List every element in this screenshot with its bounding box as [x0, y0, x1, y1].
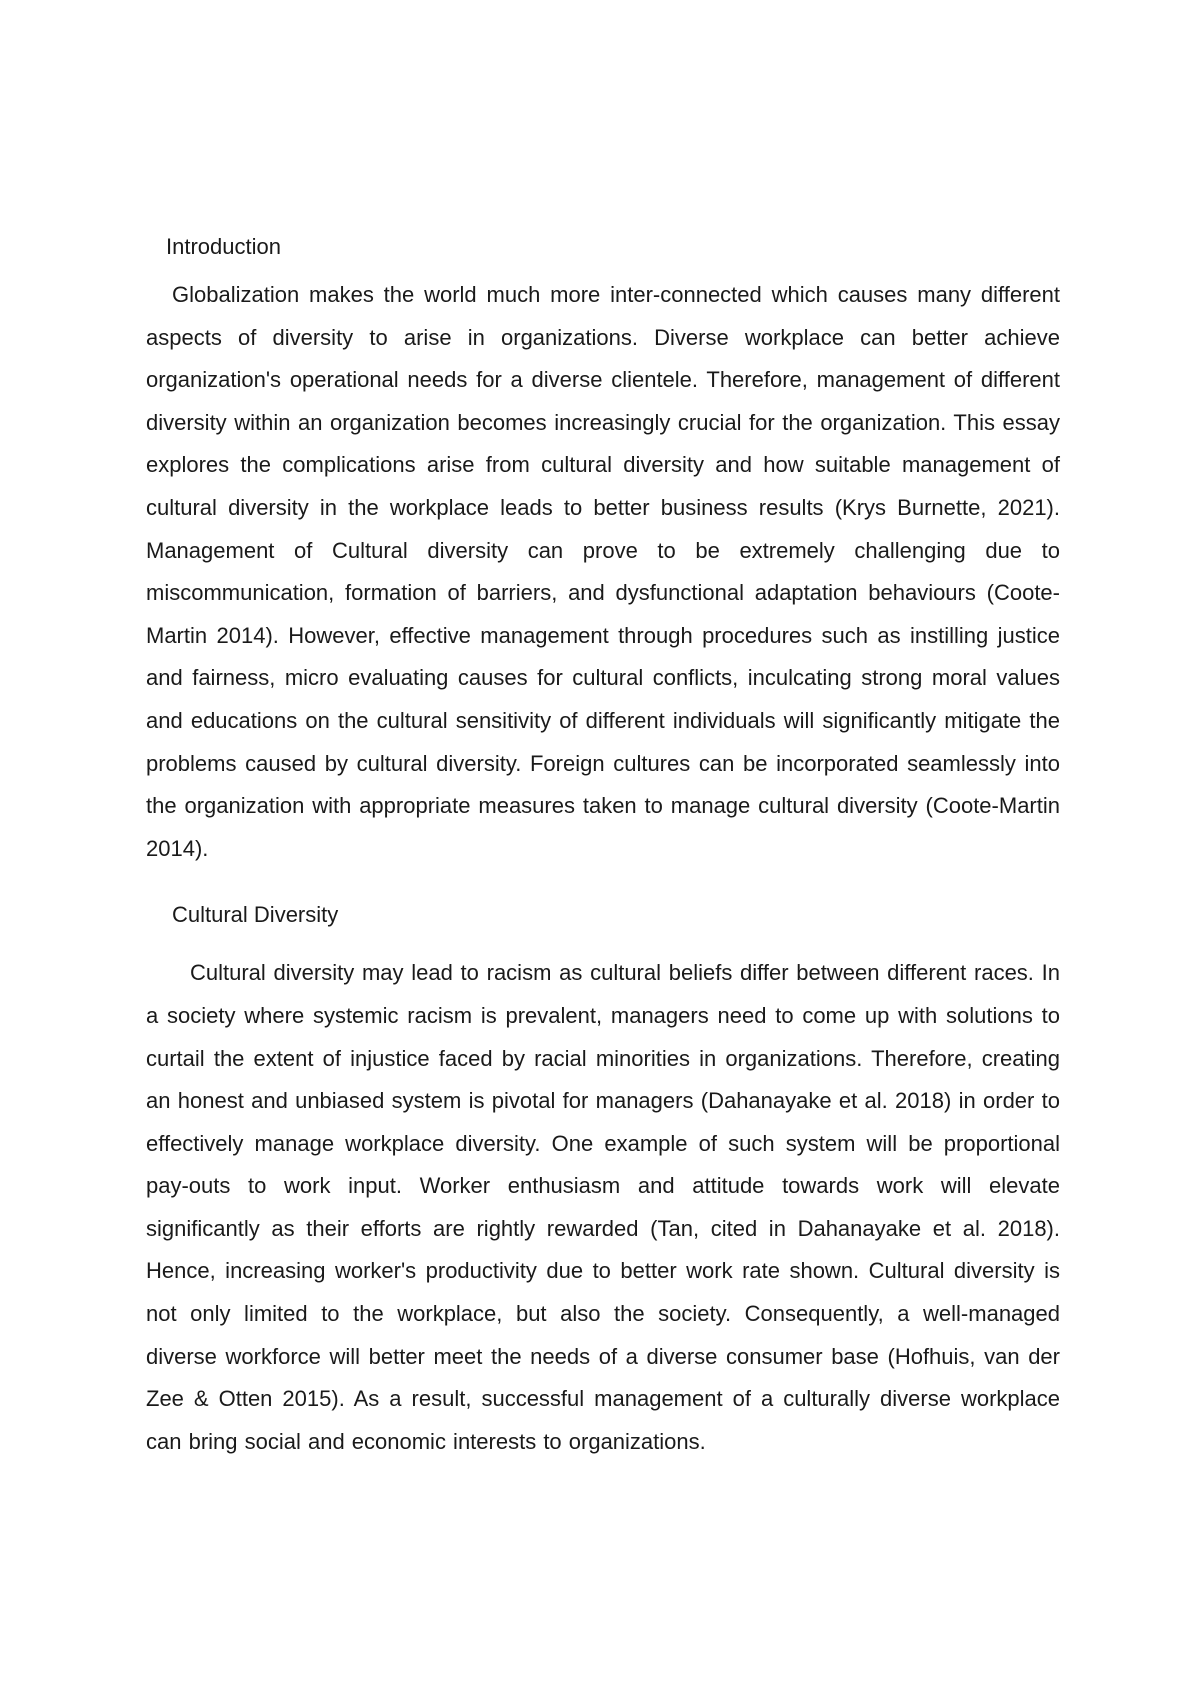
introduction-paragraph: Globalization makes the world much more inter-connected which causes many different aspects of diversity to arise in organizations. Diverse workplace can better achieve organization's operational needs for a diverse clientele. Therefore, management of different diversity within an organization becomes increasingly crucial for the organization. This essay explores the complications arise from cultural diversity and how suitable management of cultural diversity in the workplace leads to better business results (Krys Burnette, 2021). Management of Cultural diversity can prove to be extremely challenging due to miscommunication, formation of barriers, and dysfunctional adaptation behaviours (Coote-Martin 2014). However, effective management through procedures such as instilling justice and fairness, micro evaluating causes for cultural conflicts, inculcating strong moral values and educations on the cultural sensitivity of different individuals will significantly mitigate the problems caused by cultural diversity. Foreign cultures can be incorporated seamlessly into the organization with appropriate measures taken to manage cultural diversity (Coote-Martin 2014).: [146, 282, 1060, 861]
introduction-heading: Introduction: [166, 234, 281, 259]
cultural-diversity-heading: Cultural Diversity: [172, 902, 339, 928]
document-body: [146, 232, 1060, 1463]
cultural-diversity-paragraph: Cultural diversity may lead to racism as cultural beliefs differ between different races. In a society where systemic racism is prevalent, managers need to come up with solutions to curtail the extent of injustice faced by racial minorities in organizations. Therefore, creating an honest and unbiased system is pivotal for managers (Dahanayake et al. 2018) in order to effectively manage workplace diversity. One example of such system will be proportional pay-outs to work input. Worker enthusiasm and attitude towards work will elevate significantly as their efforts are rightly rewarded (Tan, cited in Dahanayake et al. 2018). Hence, increasing worker's productivity due to better work rate shown. Cultural diversity is not only limited to the workplace, but also the society. Consequently, a well-managed diverse workforce will better meet the needs of a diverse consumer base (Hofhuis, van der Zee & Otten 2015). As a result, successful management of a culturally diverse workplace can bring social and economic interests to organizations.: [146, 960, 1060, 1454]
